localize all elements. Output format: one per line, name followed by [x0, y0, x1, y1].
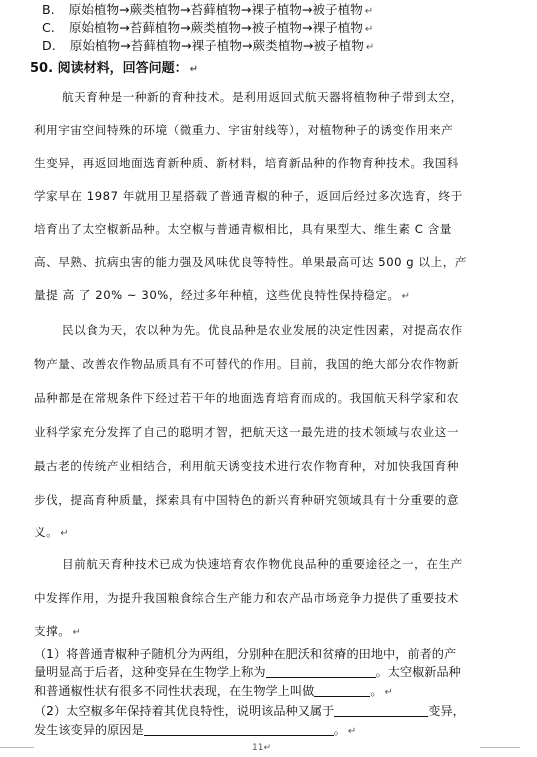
answer-blank[interactable] — [314, 684, 370, 697]
option-text: 原始植物→苔藓植物→蕨类植物→被子植物→裸子植物 — [68, 20, 363, 35]
option-c — [42, 20, 373, 38]
return-mark: ↵ — [189, 64, 198, 75]
subquestion-1-text: 。 — [370, 684, 383, 698]
option-text: 原始植物→苔藓植物→裸子植物→蕨类植物→被子植物 — [69, 38, 364, 53]
paragraph-1-line: 生变异，再返回地面选育新种质、新材料，培育新品种的作物育种技术。我国科 — [34, 156, 460, 170]
paragraph-3-text: 支撑。 — [34, 624, 71, 638]
paragraph-2-line: 民以食为天，农以种为先。优良品种是农业发展的决定性因素，对提高农作 — [62, 323, 463, 337]
return-mark: ↵ — [384, 687, 393, 698]
return-mark: ↵ — [347, 726, 357, 737]
question-title: 阅读材料，回答问题： — [57, 61, 188, 76]
answer-blank[interactable] — [266, 665, 376, 678]
page-number: 11↵ — [252, 743, 271, 753]
paragraph-2-text: 义。 — [34, 525, 59, 539]
paragraph-2-line: 最古老的传统产业相结合，利用航天诱变技术进行农作物育种，对加快我国育种 — [34, 459, 460, 473]
return-mark: ↵ — [365, 42, 375, 53]
paragraph-1-line: 航天育种是一种新的育种技术。是利用返回式航天器将植物种子带到太空， — [62, 90, 463, 104]
paragraph-2-line-last — [34, 524, 507, 542]
subquestion-1-text: 。太空椒新品种 — [375, 665, 461, 679]
paragraph-1-line: 培育出了太空椒新品种。太空椒与普通青椒相比，具有果型大、维生素 C 含量 — [34, 222, 452, 236]
option-b — [42, 2, 373, 20]
question-number: 50. — [30, 61, 54, 76]
return-mark: ↵ — [401, 291, 411, 302]
subquestion-2-line — [34, 703, 465, 719]
subquestion-2-text: 。 — [333, 723, 346, 737]
paragraph-2-line: 步伐，提高育种质量，探索具有中国特色的新兴育种研究领域具有十分重要的意 — [34, 493, 460, 507]
paragraph-3-line: 目前航天育种技术已成为快速培育农作物优良品种的重要途径之一，在生产 — [62, 557, 463, 571]
paragraph-2-line: 物产量、改善农作物品质具有不可替代的作用。目前，我国的绝大部分农作物新 — [34, 357, 460, 371]
subquestion-2-text: 变异， — [428, 704, 465, 718]
subquestion-2-text: （2）太空椒多年保持着其优良特性，说明该品种又属于 — [34, 704, 335, 718]
paragraph-1-text: 量提 高 了 20% ~ 30%，经过多年种植，这些优良特性保持稳定。 — [34, 288, 400, 302]
subquestion-1-text: 量明显高于后者，这种变异在生物学上称为 — [34, 665, 266, 679]
paragraph-1-line-last — [34, 287, 507, 305]
subquestion-2-line — [34, 722, 356, 740]
subquestion-1-line — [34, 683, 393, 701]
paragraph-1-line: 高、早熟、抗病虫害的能力强及风味优良等特性。单果最高可达 500 g 以上，产 — [34, 255, 467, 269]
paragraph-1-line: 利用宇宙空间特殊的环境（微重力、宇宙射线等），对植物种子的诱变作用来产 — [34, 123, 454, 137]
subquestion-1-line: （1）将普通青椒种子随机分为两组，分别种在肥沃和贫瘠的田地中，前者的产 — [34, 647, 457, 661]
return-mark: ↵ — [364, 24, 374, 35]
answer-blank[interactable] — [144, 723, 334, 736]
margin-corner-right — [480, 747, 520, 748]
return-mark: ↵ — [364, 6, 374, 17]
paragraph-2-line: 业科学家充分发挥了自己的聪明才智，把航天这一最先进的技术领域与农业这一 — [34, 425, 460, 439]
return-mark: ↵ — [60, 528, 70, 539]
answer-blank[interactable] — [334, 704, 428, 717]
paragraph-3-line-last — [34, 623, 507, 641]
option-letter: B. — [42, 2, 55, 17]
option-text: 原始植物→蕨类植物→苔藓植物→裸子植物→被子植物 — [68, 2, 363, 17]
return-mark: ↵ — [72, 627, 82, 638]
subquestion-1-text: 和普通椒性状有很多不同性状表现，在生物学上叫做 — [34, 684, 315, 698]
paragraph-3-line: 中发挥作用，为提升我国粮食综合生产能力和农产品市场竞争力提供了重要技术 — [34, 591, 460, 605]
option-d — [42, 38, 374, 56]
option-letter: C. — [42, 20, 55, 35]
subquestion-1-line — [34, 664, 461, 680]
margin-corner-left — [0, 747, 34, 748]
subquestion-2-text: 发生该变异的原因是 — [34, 723, 144, 737]
paragraph-2-line: 品种都是在常规条件下经过若干年的地面选育培育而成的。我国航天科学家和农 — [34, 391, 460, 405]
paragraph-1-line: 学家早在 1987 年就用卫星搭载了普通青椒的种子，返回后经过多次选育，终于 — [34, 189, 463, 203]
option-letter: D. — [42, 38, 56, 53]
question-heading — [30, 61, 198, 78]
